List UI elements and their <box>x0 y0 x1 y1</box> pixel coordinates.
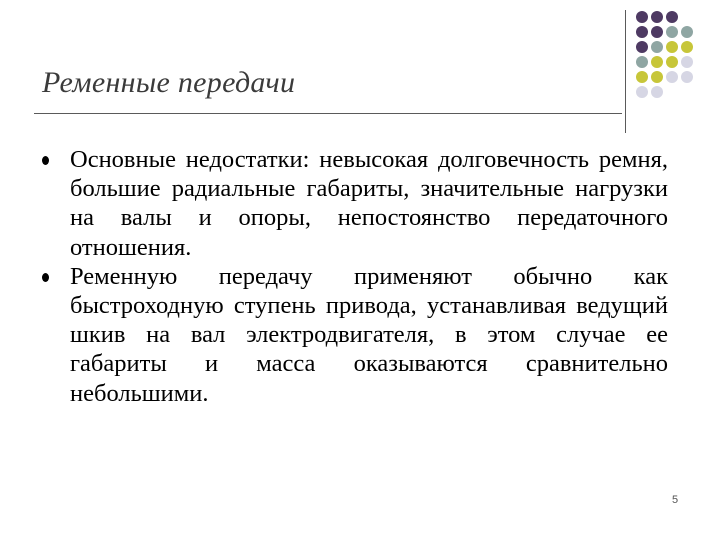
bullet-marker-icon <box>42 273 49 282</box>
decorative-dot <box>666 56 678 68</box>
decorative-dot <box>651 71 663 83</box>
bullet-marker-icon <box>42 156 49 165</box>
bullet-list <box>42 145 668 408</box>
decorative-dot <box>636 71 648 83</box>
decorative-dot <box>636 26 648 38</box>
decorative-dot-grid <box>636 11 720 121</box>
decorative-dot <box>651 56 663 68</box>
decorative-dot <box>681 26 693 38</box>
title-divider <box>34 113 622 114</box>
vertical-divider <box>625 10 626 133</box>
decorative-dot <box>666 11 678 23</box>
bullet-item <box>42 262 668 408</box>
bullet-text: Основные недостатки: невысокая долговечность ремня, большие радиальные габариты, значительные нагрузки на валы и опоры, непостоянство передаточного отношения. <box>70 146 668 261</box>
decorative-dot <box>636 41 648 53</box>
decorative-dot <box>636 56 648 68</box>
decorative-dot <box>651 41 663 53</box>
decorative-dot <box>666 26 678 38</box>
decorative-dot <box>666 41 678 53</box>
decorative-dot <box>666 71 678 83</box>
decorative-dot <box>651 26 663 38</box>
decorative-dot <box>681 71 693 83</box>
decorative-dot <box>651 86 663 98</box>
decorative-dot <box>636 86 648 98</box>
decorative-dot <box>681 56 693 68</box>
page-number: 5 <box>672 494 679 506</box>
bullet-text: Ременную передачу применяют обычно как быстроходную ступень привода, устанавливая ведущий шкив на вал электродвигателя, в этом случае ее габариты и масса оказываются сравнительно небольшими. <box>70 262 668 407</box>
decorative-dot <box>681 41 693 53</box>
bullet-item <box>42 145 668 262</box>
decorative-dot <box>651 11 663 23</box>
decorative-dot <box>636 11 648 23</box>
slide-title: Ременные передачи <box>42 66 296 99</box>
